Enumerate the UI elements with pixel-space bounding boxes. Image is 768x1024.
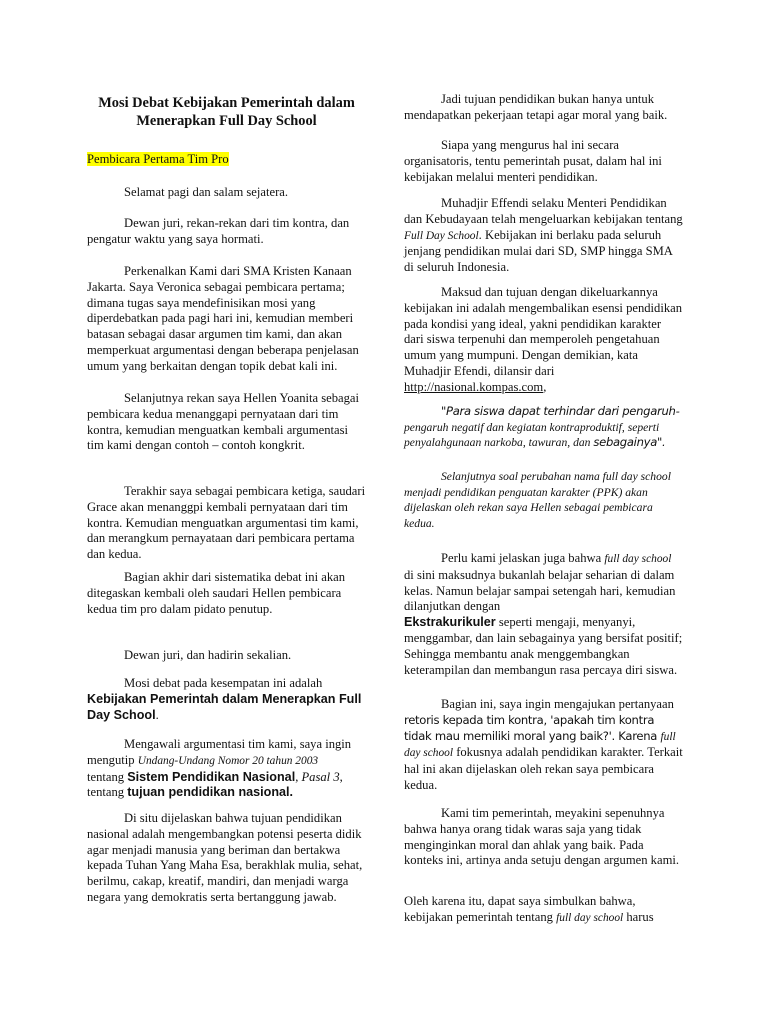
paragraph-introduction: Perkenalkan Kami dari SMA Kristen Kanaan Jakarta. Saya Veronica sebagai pembicara pertama; dimana tugas saya mendefinisikan mosi yang diperdebatkan pada pagi hari ini, kemudian memberi batasan sebagai dasar argumen tim kami, dan akan memperkuat argumentasi dengan beberapa penjelasan umum yang berkaitan dengan topik debat kali ini. (87, 264, 359, 373)
motion-title: Kebijakan Pemerintah dalam Menerapkan Full Day School (87, 691, 362, 722)
paragraph-organizer: Siapa yang mengurus hal ini secara organisatoris, tentu pemerintah pusat, dalam hal ini kebijakan melalui menteri pendidikan. (404, 138, 662, 184)
law-about-2: tentang (87, 785, 128, 800)
motion-intro: Mosi debat pada kesempatan ini adalah (124, 676, 323, 690)
quote-line-start: "Para siswa dapat terhindar dari pengaruh- (441, 404, 680, 418)
conclusion-fds: full day school (556, 911, 624, 924)
title-line-2: Menerapkan Full Day School (136, 113, 317, 129)
highlighted-heading: Pembicara Pertama Tim Pro (87, 152, 229, 166)
conclusion-end: harus (623, 909, 654, 924)
quote-body: pengaruh negatif dan kegiatan kontraproduktif, seperti penyalahgunaan narkoba, tawuran, dan (404, 420, 660, 449)
paragraph-address: Dewan juri, rekan-rekan dari tim kontra, dan pengatur waktu yang saya hormati. (87, 216, 350, 246)
law-article: Pasal 3 (301, 769, 340, 784)
fds-extracurricular: Ekstrakurikuler (404, 615, 496, 630)
paragraph-closing-plan: Bagian akhir dari sistematika debat ini akan ditegaskan kembali oleh saudari Hellen pembicara kedua tim pro dalam pidato penutup. (87, 570, 346, 616)
document-title (87, 94, 366, 130)
paragraph-ppk-note: Selanjutnya soal perubahan nama full day school menjadi pendidikan penguatan karakter (PPK) akan dijelaskan oleh rekan saya Hellen sebagai pembicara kedua. (404, 470, 671, 530)
fds-text-1: Perlu kami jelaskan juga bahwa (441, 551, 605, 565)
paragraph-conclusion (404, 894, 683, 927)
aims-text: Maksud dan tujuan dengan dikeluarkannya kebijakan ini adalah mengembalikan esensi pendidikan pada kondisi yang ideal, yakni pendidikan karakter dari siswa terpenuhi dan memperoleh pengetahuan umum yang mumpuni. Dengan demikian, kata Muhadjir Efendi, dilansir dari (404, 285, 683, 378)
rhetorical-fds: full day school (404, 730, 676, 760)
fds-term: full day school (604, 553, 672, 565)
law-system: Sistem Pendidikan Nasional (127, 769, 296, 784)
rhetorical-rest: fokusnya adalah pendidikan karakter. Terkait hal ini akan dijelaskan oleh rekan saya pembicara kedua. (404, 745, 683, 792)
minister-text-1: Muhadjir Effendi selaku Menteri Pendidikan dan Kebudayaan telah mengeluarkan kebijakan tentang (404, 196, 683, 226)
fds-text-2: di sini maksudnya bukanlah belajar seharian di dalam kelas. Namun belajar sampai setengah hari, kemudian dilanjutkan dengan (404, 567, 676, 614)
quote-block (404, 404, 683, 451)
paragraph-salutation: Dewan juri, dan hadirin sekalian. (124, 648, 292, 662)
minister-text-2: . Kebijakan ini berlaku pada seluruh jenjang pendidikan mulai dari SD, SMP hingga SMA di seluruh Indonesia. (404, 227, 673, 275)
paragraph-fds-explanation (404, 551, 683, 678)
paragraph-rhetorical-question (404, 697, 683, 794)
paragraph-aims (404, 285, 683, 396)
aims-comma: , (543, 379, 547, 394)
law-sep: , (295, 769, 302, 784)
paragraph-second-speaker: Selanjutnya rekan saya Hellen Yoanita sebagai pembicara kedua menanggapi pernyataan dari tim kontra, kemudian menguatkan kembali argumentasi tim kami dengan contoh – contoh kongkrit. (87, 391, 360, 453)
paragraph-education-purpose: Jadi tujuan pendidikan bukan hanya untuk mendapatkan pekerjaan tetapi agar moral yang baik. (404, 92, 668, 122)
law-comma: , (339, 769, 343, 784)
paragraph-third-speaker: Terakhir saya sebagai pembicara ketiga, saudari Grace akan menanggpi kembali pernyataan dari tim kontra. Kemudian menguatkan argumentasi tim kami, dan merangkum pernayataan dari pembicara pertama dan kedua. (87, 484, 366, 562)
paragraph-government-belief: Kami tim pemerintah, meyakini sepenuhnya bahwa hanya orang tidak waras saja yang tidak menginginkan moral dan ahlak yang baik. Pada konteks ini, artinya anda setuju dengan argumen kami. (404, 806, 680, 868)
paragraph-minister (404, 196, 683, 276)
minister-fds: Full Day School (404, 229, 479, 242)
law-goal: tujuan pendidikan nasional. (127, 785, 294, 800)
motion-period: . (155, 707, 159, 722)
law-intro: Mengawali argumentasi tim kami, saya ingin mengutip (87, 737, 352, 767)
paragraph-national-goal: Di situ dijelaskan bahwa tujuan pendidikan nasional adalah mengembangkan potensi peserta didik agar menjadi manusia yang beriman dan bertakwa kepada Tuhan Yang Maha Esa, berakhlak mulia, sehat, berilmu, cakap, kreatif, mandiri, dan menjadi warga negara yang demokratis serta bertanggung jawab. (87, 811, 363, 904)
fds-text-3: seperti mengaji, menyanyi, menggambar, dan lain sebagainya yang bersifat positif; Sehingga membantu anak menggembangkan keterampilan dan membangun rasa percaya diri siswa. (404, 615, 683, 677)
rhetorical-question: retoris kepada tim kontra, 'apakah tim kontra tidak mau memiliki moral yang baik?'. Karena (404, 712, 661, 743)
paragraph-motion (87, 676, 366, 723)
law-name: Undang-Undang Nomor 20 tahun 2003 (137, 754, 319, 767)
rhetorical-intro: Bagian ini, saya ingin mengajukan pertanyaan (441, 697, 674, 711)
conclusion-text: Oleh karena itu, dapat saya simbulkan bahwa, kebijakan pemerintah tentang (404, 894, 636, 924)
kompas-link[interactable]: http://nasional.kompas.com (404, 379, 544, 394)
quote-end: sebagainya". (593, 435, 666, 449)
section-heading (87, 152, 366, 168)
paragraph-law-citation (87, 737, 366, 801)
law-about-1: tentang (87, 769, 128, 784)
title-line-1: Mosi Debat Kebijakan Pemerintah dalam (98, 95, 355, 111)
paragraph-greeting: Selamat pagi dan salam sejatera. (124, 185, 289, 199)
